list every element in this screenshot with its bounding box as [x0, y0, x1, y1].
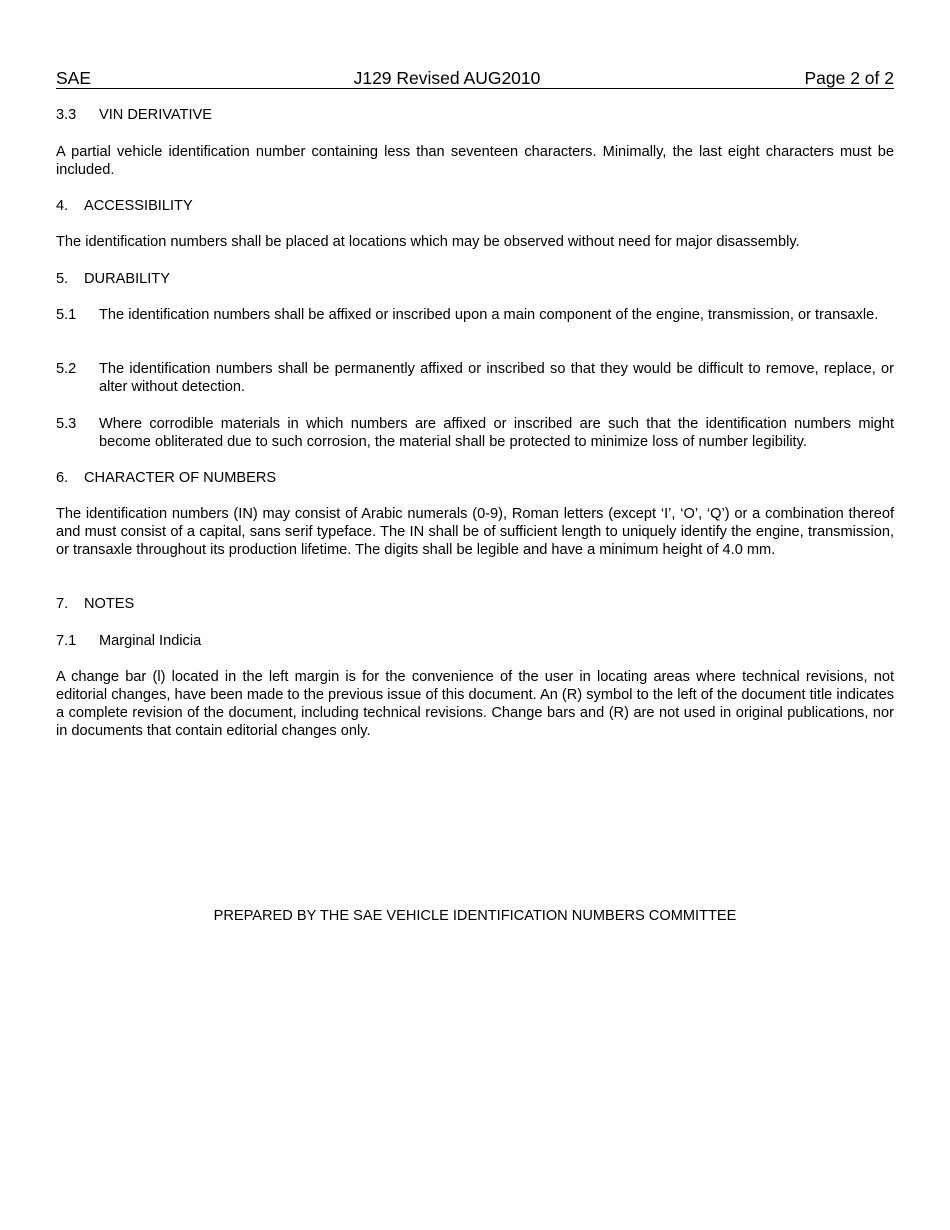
heading-title: ACCESSIBILITY [84, 198, 193, 214]
item-text: The identification numbers shall be affixed or inscribed upon a main component of the engine, transmission, or transaxle. [99, 307, 879, 323]
heading-7 [56, 595, 894, 613]
heading-number: 3.3 [56, 107, 77, 123]
heading-number: 7. [56, 596, 69, 612]
heading-6 [56, 469, 894, 487]
heading-title: Marginal Indicia [99, 633, 202, 649]
heading-7-1 [56, 632, 894, 650]
heading-number: 7.1 [56, 633, 77, 649]
header-org: SAE [56, 68, 92, 88]
heading-number: 4. [56, 198, 69, 214]
paragraph-7-1: A change bar (l) located in the left margin is for the convenience of the user in locating areas where technical revisions, not editorial changes, have been made to the previous issue of this document. An (R) symbol to the left of the document title indicates a complete revision of the document, including technical revisions. Change bars and (R) are not used in original publications, nor in documents that contain editorial changes only. [56, 669, 894, 739]
heading-title: CHARACTER OF NUMBERS [84, 470, 277, 486]
page-header [56, 68, 894, 89]
heading-title: DURABILITY [84, 271, 170, 287]
header-page-number: Page 2 of 2 [804, 68, 894, 88]
heading-title: VIN DERIVATIVE [99, 107, 212, 123]
heading-3-3 [56, 106, 894, 124]
list-item-5-1 [56, 306, 894, 324]
paragraph-6: The identification numbers (IN) may consist of Arabic numerals (0-9), Roman letters (except ‘I’, ‘O’, ‘Q’) or a combination thereof and must consist of a capital, sans serif typeface. The IN shall be of sufficient length to uniquely identify the engine, transmission, or transaxle throughout its production lifetime. The digits shall be legible and have a minimum height of 4.0 mm. [56, 506, 894, 558]
heading-title: NOTES [84, 596, 135, 612]
heading-number: 5. [56, 271, 69, 287]
item-text: Where corrodible materials in which numbers are affixed or inscribed are such that the identification numbers might become obliterated due to such corrosion, the material shall be protected to minimize loss of number legibility. [99, 416, 894, 450]
header-doc-id: J129 Revised AUG2010 [353, 68, 541, 88]
list-item-5-3 [56, 415, 894, 451]
item-number: 5.3 [56, 416, 77, 432]
paragraph-4: The identification numbers shall be placed at locations which may be observed without need for major disassembly. [56, 234, 800, 250]
item-text: The identification numbers shall be permanently affixed or inscribed so that they would be difficult to remove, replace, or alter without detection. [99, 361, 894, 395]
paragraph-3-3: A partial vehicle identification number containing less than seventeen characters. Minimally, the last eight characters must be included. [56, 144, 894, 178]
item-number: 5.2 [56, 361, 77, 377]
heading-number: 6. [56, 470, 69, 486]
prepared-by-statement: PREPARED BY THE SAE VEHICLE IDENTIFICATION NUMBERS COMMITTEE [213, 908, 737, 924]
list-item-5-2 [56, 360, 894, 396]
heading-4 [56, 197, 894, 215]
item-number: 5.1 [56, 307, 77, 323]
heading-5 [56, 270, 894, 288]
